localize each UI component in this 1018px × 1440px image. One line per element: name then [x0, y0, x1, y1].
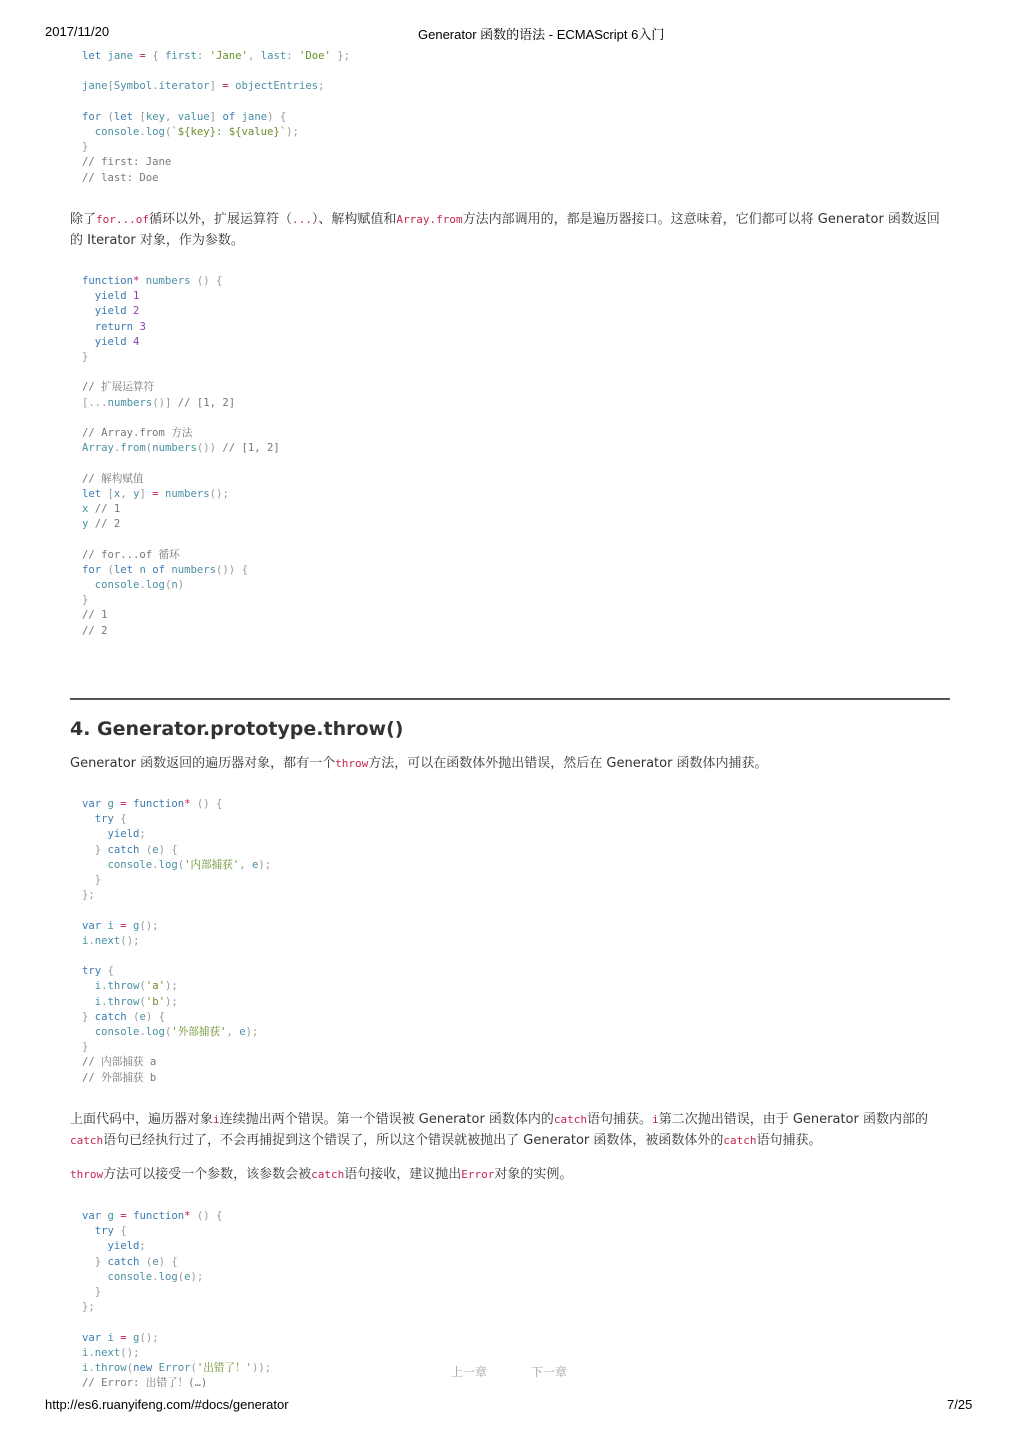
print-title: Generator 函数的语法 - ECMAScript 6入门	[418, 27, 665, 42]
code-block-objectentries: let jane = { first: 'Jane', last: 'Doe' }; jane[Symbol.iterator] = objectEntries; for (let [key, value] of jane) { console.log(`${key}: ${value}`); } // first: Jane // last: Doe	[82, 50, 351, 184]
code-block-throw-example: var g = function* () { try { yield; } catch (e) { console.log('内部捕获', e); } }; var i = g(); i.next(); try { i.throw('a'); i.throw('b'); } catch (e) { console.log('外部捕获', e); } // 内部捕获 a // 外部捕获 b	[82, 798, 272, 1084]
paragraph-iterator-consumers: 除了for...of循环以外，扩展运算符（...）、解构赋值和Array.from方法内部调用的，都是遍历器接口。这意味着，它们都可以将 Generator 函数返回的 Iterator 对象，作为参数。	[70, 212, 940, 248]
inline-code: catch	[311, 1168, 345, 1181]
inline-code: throw	[335, 757, 369, 770]
code-block-numbers: function* numbers () { yield 1 yield 2 return 3 yield 4 } // 扩展运算符 [...numbers()] // [1, 2] // Array.from 方法 Array.from(numbers()) // [1, 2] // 解构赋值 let [x, y] = numbers(); x // 1 y // 2 // for...of 循环 for (let n of numbers()) { console.log(n) } // 1 // 2	[82, 275, 280, 637]
section-heading: 4. Generator.prototype.throw()	[70, 718, 404, 740]
paragraph-throw-argument: throw方法可以接受一个参数，该参数会被catch语句接收，建议抛出Error对象的实例。	[70, 1167, 573, 1182]
inline-code: catch	[553, 1113, 588, 1126]
inline-code: for...of	[96, 213, 149, 226]
section-divider	[70, 698, 950, 700]
page-url: http://es6.ruanyifeng.com/#docs/generator	[45, 1397, 289, 1412]
print-date: 2017/11/20	[45, 24, 110, 39]
inline-code: Error	[461, 1168, 495, 1181]
inline-code: throw	[70, 1168, 104, 1181]
prev-chapter-link[interactable]: 上一章	[451, 1365, 488, 1379]
paragraph-throw-intro: Generator 函数返回的遍历器对象，都有一个throw方法，可以在函数体外抛出错误，然后在 Generator 函数体内捕获。	[70, 756, 768, 771]
next-chapter-link[interactable]: 下一章	[531, 1365, 568, 1379]
inline-code: i	[213, 1113, 220, 1126]
code-block-throw-error: var g = function* () { try { yield; } catch (e) { console.log(e); } }; var i = g(); i.next(); i.throw(new Error('出错了！')); // Error: 出错了！(…)	[82, 1210, 272, 1390]
inline-code: Array.from	[396, 213, 463, 226]
inline-code: catch	[723, 1134, 757, 1147]
inline-code: catch	[70, 1134, 104, 1147]
paragraph-throw-explanation: 上面代码中，遍历器对象i连续抛出两个错误。第一个错误被 Generator 函数体内的catch语句捕获。i第二次抛出错误，由于 Generator 函数内部的catch语句已经执行过了，不会再捕捉到这个错误了，所以这个错误就被抛出了 Generator 函数体，被函数体外的catch语句捕获。	[70, 1112, 928, 1148]
inline-code: i	[652, 1113, 659, 1126]
inline-code: ...	[292, 213, 312, 226]
page-number: 7/25	[947, 1397, 973, 1412]
